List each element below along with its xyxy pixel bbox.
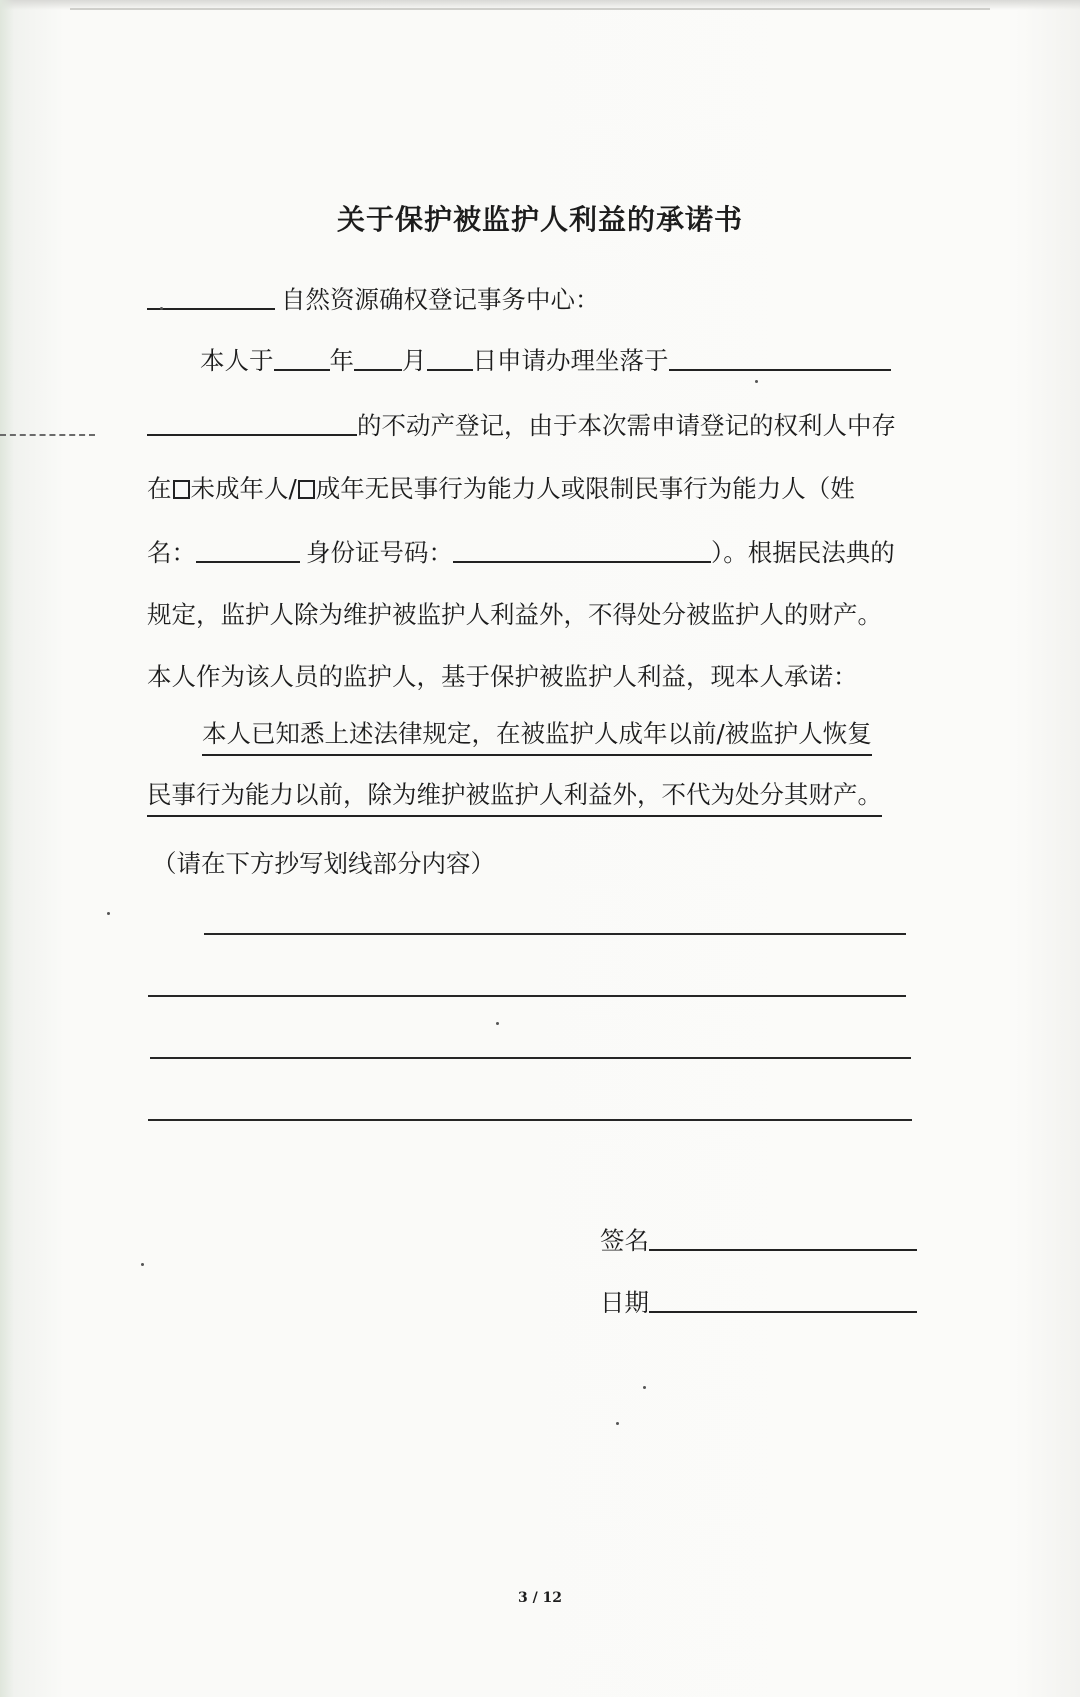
- scan-speck: [643, 1386, 646, 1389]
- copy-instruction: [152, 836, 495, 876]
- minor-checkbox[interactable]: [173, 480, 190, 499]
- scan-speck: [496, 1022, 499, 1025]
- promise-line-1: 本人已知悉上述法律规定，在被监护人成年以前/被监护人恢复: [202, 714, 872, 756]
- application-date-line: [200, 333, 891, 373]
- scan-left-edge: [0, 0, 14, 1697]
- signature-row: [600, 1213, 917, 1253]
- minor-option-label: 未成年人/: [190, 473, 297, 503]
- day-label: 日申请办理坐落于: [472, 345, 669, 375]
- month-label: 月: [402, 345, 427, 375]
- year-label: 年: [329, 345, 354, 375]
- copy-line-3[interactable]: [150, 1057, 911, 1059]
- center-name-blank[interactable]: [147, 307, 275, 310]
- scan-speck: [755, 380, 758, 383]
- signature-blank[interactable]: [649, 1248, 917, 1251]
- line3-start: 在: [147, 473, 172, 503]
- year-blank[interactable]: [274, 368, 330, 371]
- id-number-blank[interactable]: [453, 560, 711, 563]
- date-label: 日期: [600, 1287, 649, 1317]
- line4-end: ）。根据民法典的: [711, 537, 895, 567]
- scan-speck: [616, 1422, 619, 1425]
- guardian-line: [147, 649, 858, 689]
- incapacitated-option-label: 成年无民事行为能力人或限制民事行为能力人（姓: [315, 473, 855, 503]
- scan-edge-dash: [0, 434, 95, 436]
- name-label: 名：: [147, 537, 196, 567]
- location-blank-continued[interactable]: [147, 433, 357, 436]
- name-blank[interactable]: [196, 560, 300, 563]
- id-label: 身份证号码：: [306, 537, 453, 567]
- location-blank[interactable]: [669, 368, 891, 371]
- scan-speck: [141, 1263, 144, 1266]
- incapacitated-checkbox[interactable]: [298, 480, 315, 499]
- document-title: 关于保护被监护人利益的承诺书: [336, 203, 743, 236]
- promise-line-2: 民事行为能力以前，除为维护被监护人利益外，不代为处分其财产。: [147, 775, 882, 817]
- legal-provision-line: [147, 587, 882, 627]
- scan-speck: [160, 307, 163, 310]
- copy-line-2[interactable]: [148, 995, 906, 997]
- scan-speck: [107, 912, 110, 915]
- month-blank[interactable]: [354, 368, 402, 371]
- line2-text: 的不动产登记，由于本次需申请登记的权利人中存: [357, 410, 896, 440]
- addressee-line: [147, 272, 600, 312]
- addressee-text: 自然资源确权登记事务中心：: [281, 284, 600, 314]
- person-type-line: [147, 461, 855, 501]
- line1-prefix: 本人于: [200, 345, 274, 375]
- line5-text: 规定，监护人除为维护被监护人利益外，不得处分被监护人的财产。: [147, 599, 882, 629]
- identity-line: [147, 525, 895, 565]
- line6-text: 本人作为该人员的监护人，基于保护被监护人利益，现本人承诺：: [147, 661, 858, 691]
- copy-line-4[interactable]: [148, 1119, 912, 1121]
- scan-top-line: [70, 8, 990, 10]
- copy-instruction-text: （请在下方抄写划线部分内容）: [152, 848, 495, 878]
- date-row: [600, 1275, 917, 1315]
- signature-label: 签名: [600, 1225, 649, 1255]
- property-line: [147, 398, 896, 438]
- page-number: 3 / 12: [517, 1590, 563, 1606]
- day-blank[interactable]: [427, 368, 473, 371]
- copy-line-1[interactable]: [204, 933, 906, 935]
- date-blank[interactable]: [649, 1310, 917, 1313]
